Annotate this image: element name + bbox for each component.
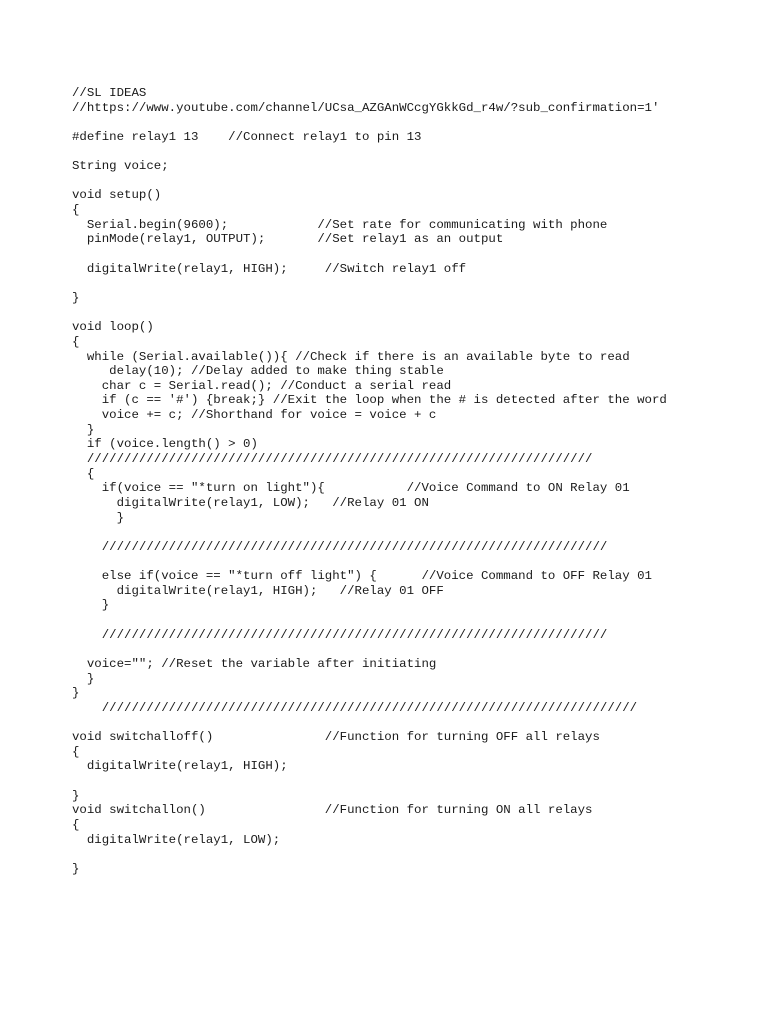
code-line: if(voice == "*turn on light"){ //Voice Command to ON Relay 01 (72, 481, 630, 496)
code-line (72, 642, 762, 657)
code-line: pinMode(relay1, OUTPUT); //Set relay1 as an output (72, 232, 504, 247)
code-line: void switchalloff() //Function for turning OFF all relays (72, 730, 600, 745)
code-line: Serial.begin(9600); //Set rate for communicating with phone (72, 217, 608, 232)
code-line: while (Serial.available()){ //Check if there is an available byte to read (72, 349, 630, 364)
code-line (72, 174, 762, 189)
code-line: } (72, 671, 95, 686)
code-line: { (72, 818, 80, 833)
code-line (72, 555, 762, 570)
code-line: } (72, 686, 80, 701)
code-line: } (72, 861, 80, 876)
code-line: char c = Serial.read(); //Conduct a serial read (72, 378, 452, 393)
code-line: digitalWrite(relay1, HIGH); //Relay 01 OFF (72, 583, 444, 598)
code-line: { (72, 744, 80, 759)
code-line: //////////////////////////////////////////////////////////////////// (72, 627, 608, 642)
code-line: { (72, 203, 80, 218)
code-line: delay(10); //Delay added to make thing stable (72, 364, 444, 379)
code-line: } (72, 422, 95, 437)
code-line: digitalWrite(relay1, LOW); //Relay 01 ON (72, 495, 429, 510)
code-line: //////////////////////////////////////////////////////////////////// (72, 539, 608, 554)
code-line (72, 847, 762, 862)
code-line (72, 716, 762, 731)
code-line (72, 613, 762, 628)
code-line: if (c == '#') {break;} //Exit the loop when the # is detected after the word (72, 393, 667, 408)
code-line: { (72, 334, 80, 349)
code-line: void switchallon() //Function for turning ON all relays (72, 803, 593, 818)
code-line (72, 525, 762, 540)
code-line: //////////////////////////////////////////////////////////////////// (72, 452, 593, 467)
code-line: else if(voice == "*turn off light") { //Voice Command to OFF Relay 01 (72, 569, 652, 584)
code-line: } (72, 510, 125, 525)
code-line: if (voice.length() > 0) (72, 437, 258, 452)
code-line (72, 247, 762, 262)
code-line: digitalWrite(relay1, LOW); (72, 832, 281, 847)
code-line: digitalWrite(relay1, HIGH); (72, 759, 288, 774)
code-line (72, 306, 762, 321)
code-listing (72, 86, 762, 877)
code-line: //SL IDEAS (72, 86, 147, 100)
code-line (72, 115, 762, 130)
code-line: void setup() (72, 188, 162, 203)
code-line (72, 774, 762, 789)
code-line: voice += c; //Shorthand for voice = voice + c (72, 408, 437, 423)
code-line: digitalWrite(relay1, HIGH); //Switch relay1 off (72, 261, 467, 276)
code-line (72, 276, 762, 291)
code-line: voice=""; //Reset the variable after initiating (72, 656, 437, 671)
code-line: { (72, 466, 95, 481)
code-line: #define relay1 13 //Connect relay1 to pin 13 (72, 129, 422, 144)
code-line: } (72, 598, 110, 613)
code-line (72, 145, 762, 160)
code-line: String voice; (72, 159, 169, 174)
code-line: void loop() (72, 320, 154, 335)
code-line: } (72, 788, 80, 803)
code-line: } (72, 290, 80, 305)
code-line: //https://www.youtube.com/channel/UCsa_AZGAnWCcgYGkkGd_r4w/?sub_confirmation=1' (72, 100, 660, 115)
code-line: //////////////////////////////////////////////////////////////////////// (72, 700, 638, 715)
